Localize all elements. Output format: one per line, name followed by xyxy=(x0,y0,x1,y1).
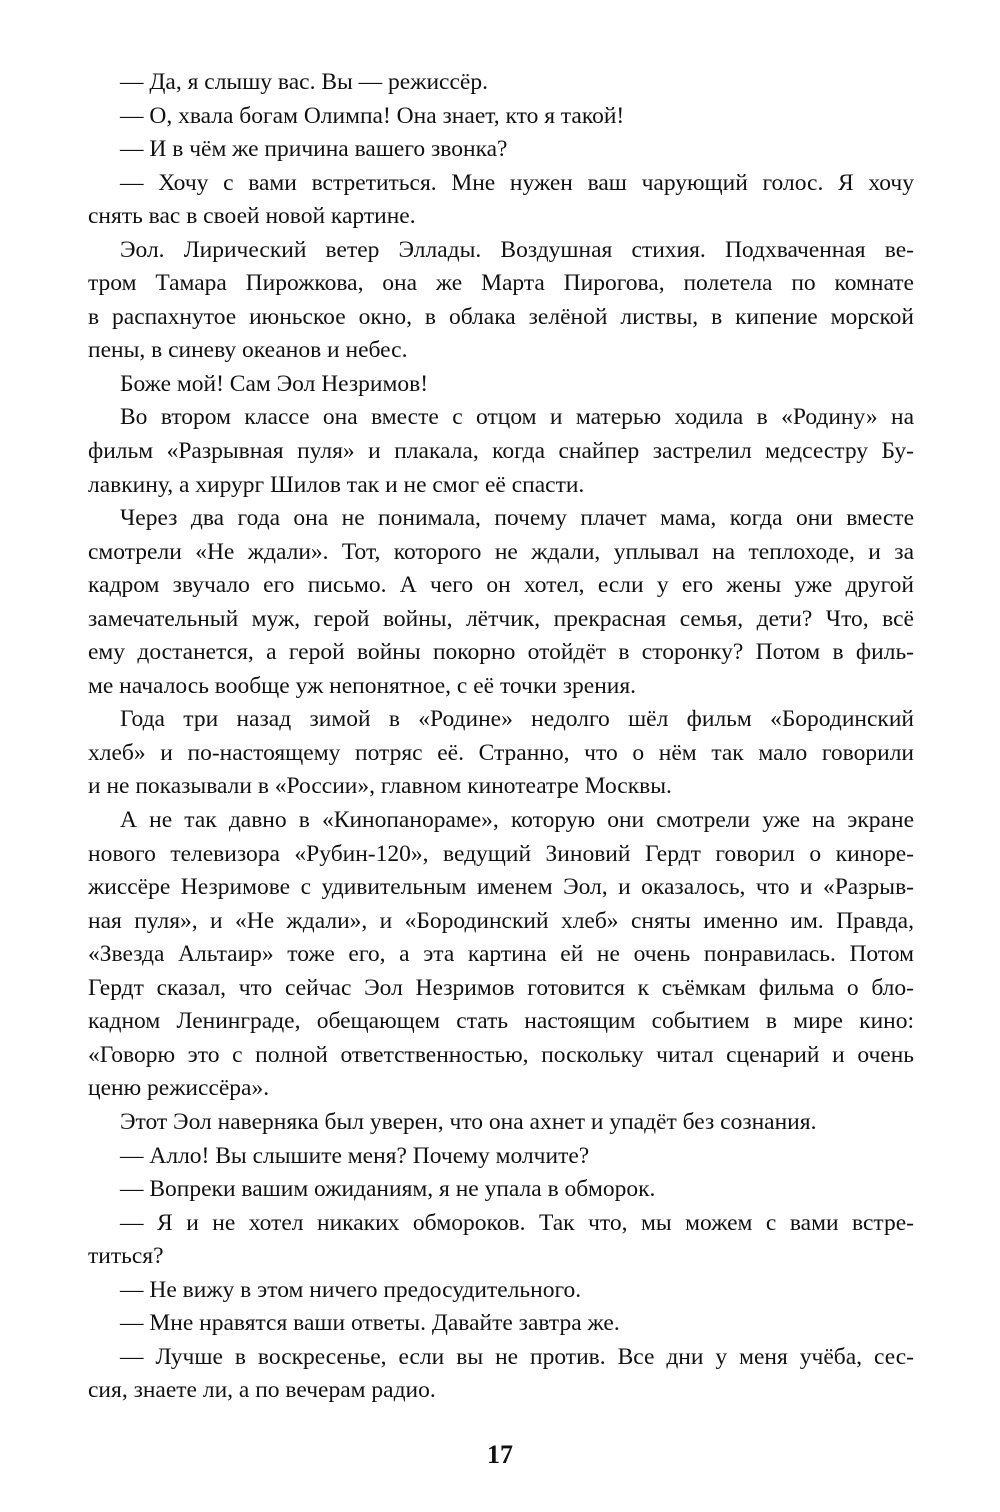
text-line: в распахнутое июньское окно, в облака зелёной листвы, в кипение морской xyxy=(88,303,914,330)
text-line: лавкину, а хирург Шилов так и не смог её спасти. xyxy=(88,471,585,498)
text-line: сия, знаете ли, а по вечерам радио. xyxy=(88,1377,436,1404)
text-line: — Вопреки вашим ожиданиям, я не упала в обморок. xyxy=(120,1176,656,1203)
text-line: ная пуля», и «Не ждали», и «Бородинский хлеб» сняты именно им. Правда, xyxy=(88,907,914,934)
text-line: ценю режиссёра». xyxy=(88,1075,270,1102)
text-line: — Мне нравятся ваши ответы. Давайте завтра же. xyxy=(120,1310,620,1337)
text-line: нового телевизора «Рубин-120», ведущий Зиновий Гердт говорил о киноре- xyxy=(88,840,914,867)
text-line: тром Тамара Пирожкова, она же Марта Пирогова, полетела по комнате xyxy=(88,270,914,297)
text-line: титься? xyxy=(88,1243,164,1270)
text-line: Эол. Лирический ветер Эллады. Воздушная стихия. Подхваченная ве- xyxy=(120,236,914,263)
text-line: ему достанется, а герой войны покорно отойдёт в сторонку? Потом в филь- xyxy=(88,639,914,666)
text-line: — Я и не хотел никаких обмороков. Так что, мы можем с вами встре- xyxy=(120,1209,914,1236)
text-line: — О, хвала богам Олимпа! Она знает, кто я такой! xyxy=(120,102,625,129)
text-line: ме началось вообще уж непонятное, с её точки зрения. xyxy=(88,672,637,699)
text-line: жиссёре Незримове с удивительным именем Эол, и оказалось, что и «Разрыв- xyxy=(88,874,914,901)
text-line: кадном Ленинграде, обещающем стать настоящим событием в мире кино: xyxy=(88,1008,914,1035)
text-line: «Звезда Альтаир» тоже его, а эта картина ей не очень понравилась. Потом xyxy=(88,941,914,968)
text-line: смотрели «Не ждали». Тот, которого не ждали, уплывал на теплоходе, и за xyxy=(88,538,914,565)
text-line: фильм «Разрывная пуля» и плакала, когда снайпер застрелил медсестру Бу- xyxy=(88,438,914,465)
page-number: 17 xyxy=(487,1440,513,1469)
text-line: — И в чём же причина вашего звонка? xyxy=(120,136,508,163)
text-line: «Говорю это с полной ответственностью, поскольку читал сценарий и очень xyxy=(88,1041,914,1068)
text-line: Этот Эол наверняка был уверен, что она ахнет и упадёт без сознания. xyxy=(120,1108,817,1135)
text-line: Через два года она не понимала, почему плачет мама, когда они вместе xyxy=(120,505,914,532)
text-line: — Лучше в воскресенье, если вы не против. Все дни у меня учёба, сес- xyxy=(120,1343,914,1370)
text-line: хлеб» и по-настоящему потряс её. Странно, что о нём так мало говорили xyxy=(88,739,914,766)
text-line: — Не вижу в этом ничего предосудительного. xyxy=(120,1276,582,1303)
text-line: Года три назад зимой в «Родине» недолго шёл фильм «Бородинский xyxy=(120,706,914,733)
text-line: — Хочу с вами встретиться. Мне нужен ваш чарующий голос. Я хочу xyxy=(120,169,914,196)
text-line: Боже мой! Сам Эол Незримов! xyxy=(120,370,429,397)
text-line: Гердт сказал, что сейчас Эол Незримов готовится к съёмкам фильма о бло- xyxy=(88,974,914,1001)
text-line: А не так давно в «Кинопанораме», которую они смотрели уже на экране xyxy=(120,807,914,834)
text-line: и не показывали в «России», главном кинотеатре Москвы. xyxy=(88,773,672,800)
text-line: — Да, я слышу вас. Вы — режиссёр. xyxy=(120,69,488,95)
text-line: замечательный муж, герой войны, лётчик, прекрасная семья, дети? Что, всё xyxy=(88,605,914,632)
text-line: снять вас в своей новой картине. xyxy=(88,203,416,230)
text-line: Во втором классе она вместе с отцом и матерью ходила в «Родину» на xyxy=(120,404,914,431)
text-line: пены, в синеву океанов и небес. xyxy=(88,337,408,364)
text-line: — Алло! Вы слышите меня? Почему молчите? xyxy=(120,1142,590,1169)
book-page-text xyxy=(88,66,914,1408)
text-line: кадром звучало его письмо. А чего он хотел, если у его жены уже другой xyxy=(88,572,914,599)
